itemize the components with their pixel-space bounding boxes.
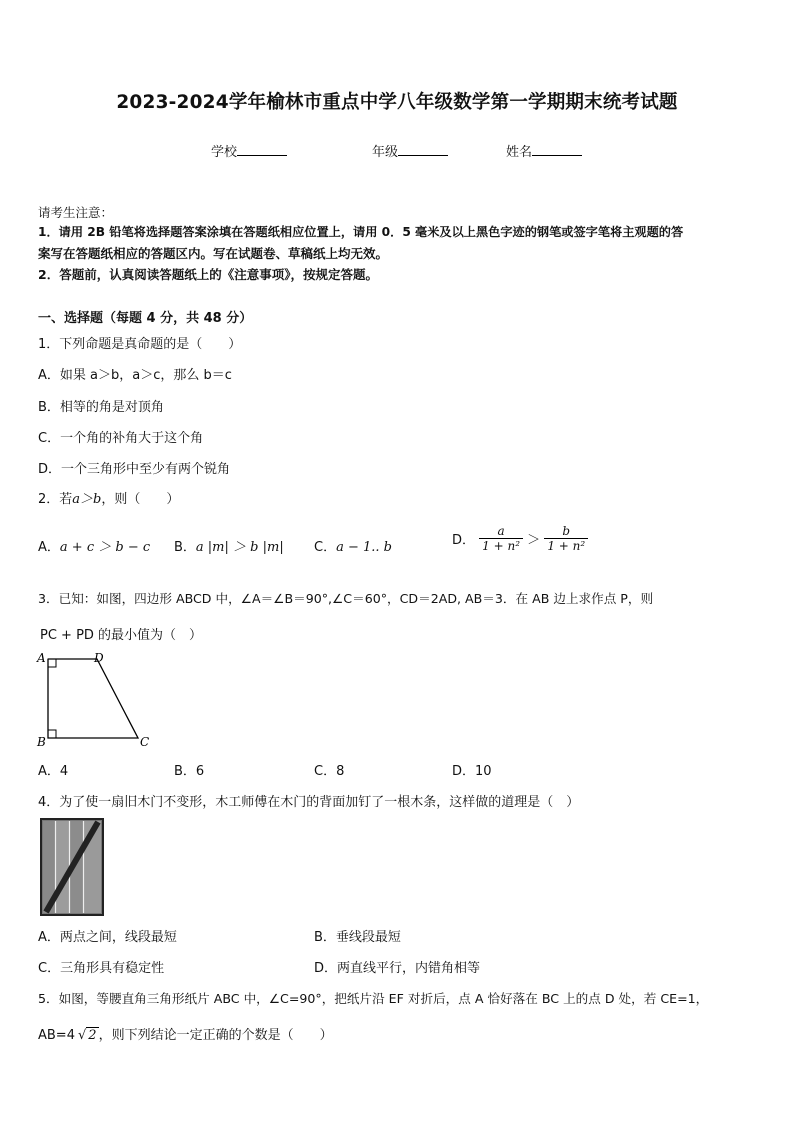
q1-stem: 1．下列命题是真命题的是（ ） [38,337,242,352]
q5-stem-cont [38,1024,333,1043]
vertex-label-c: C [140,735,150,749]
trapezoid-outline [48,659,138,738]
exam-title: 2023-2024学年榆林市重点中学八年级数学第一学期期末统考试题 [116,92,678,113]
vertex-label-b: B [37,735,46,749]
q1-option-c: C．一个角的补角大于这个角 [38,431,204,446]
q5-stem-pre: AB=4 [38,1028,75,1043]
q4-option-c: C．三角形具有稳定性 [38,961,165,976]
vertex-label-a: A [37,651,46,665]
notice-heading: 请考生注意： [38,205,114,220]
name-field [506,141,582,160]
notice-item-1: 1．请用 2B 铅笔将选择题答案涂填在答题纸相应位置上，请用 0．5 毫米及以上黑色字迹的钢笔或签字笔将主观题的答 [38,225,684,239]
q3-option-c: C．8 [314,764,345,779]
q2-c-math: a − 1.. b [336,540,392,555]
q2-stem-math: a＞b [72,492,102,507]
school-field [211,141,287,160]
q2-d-fraction-right [544,524,588,553]
q2-option-b [174,536,284,555]
q2-d-fraction-left [479,524,523,553]
right-angle-mark-b [48,730,56,738]
q5-stem-post: ，则下列结论一定正确的个数是（ ） [98,1028,333,1043]
q4-option-d: D．两直线平行，内错角相等 [314,961,481,976]
notice-item-2: 2．答题前，认真阅读答题纸上的《注意事项》，按规定答题。 [38,267,378,282]
q5-radicand: 2 [88,1028,97,1043]
q3-stem-cont: PC + PD 的最小值为（ ） [40,628,203,643]
q2-stem-pre: 2．若 [38,492,73,507]
q2-d-den-left: 1 + n² [479,538,523,553]
q2-d-label: D． [452,533,476,548]
grade-field [372,141,448,160]
q5-stem: 5．如图，等腰直角三角形纸片 ABC 中，∠C=90°，把纸片沿 EF 对折后，点 A 恰好落在 BC 上的点 D 处，若 CE=1， [38,991,709,1006]
q2-option-a [38,536,150,555]
q2-b-label: B． [174,540,196,555]
q2-a-label: A． [38,540,60,555]
q2-c-label: C． [314,540,337,555]
q4-option-b: B．垂线段最短 [314,930,401,945]
q2-option-d [452,524,588,553]
q2-option-c [314,536,392,555]
q3-option-d: D．10 [452,764,492,779]
q2-stem-post: ，则（ ） [101,492,180,507]
q3-option-a: A．4 [38,764,69,779]
school-label: 学校 [211,145,238,160]
notice-item-1-cont: 案写在答题纸相应的答题区内。写在试题卷、草稿纸上均无效。 [38,246,389,261]
q3-stem: 3．已知：如图，四边形 ABCD 中，∠A＝∠B＝90°,∠C＝60°，CD＝2AD, AB＝3．在 AB 边上求作点 P，则 [38,591,654,606]
q2-b-math: a |m| ＞ b |m| [195,540,284,555]
sqrt-sign: √ [77,1028,87,1043]
q1-option-d: D．一个三角形中至少有两个锐角 [38,462,231,477]
q1-option-a: A．如果 a＞b，a＞c，那么 b＝c [38,368,232,383]
q2-d-num-left: a [497,524,505,538]
right-angle-mark-a [48,659,56,667]
grade-blank [398,143,448,156]
q2-d-operator: ＞ [527,533,541,548]
name-blank [532,143,582,156]
q4-stem: 4．为了使一扇旧木门不变形，木工师傅在木门的背面加钉了一根木条，这样做的道理是（ ） [38,795,580,810]
q2-stem [38,488,179,507]
q2-d-num-right: b [562,524,571,538]
q3-option-b: B．6 [174,764,205,779]
q4-option-a: A．两点之间，线段最短 [38,930,177,945]
q3-trapezoid-figure [30,648,160,750]
q2-a-math: a + c ＞ b − c [59,540,151,555]
name-label: 姓名 [506,145,533,160]
door-plank-2 [56,821,69,913]
section-heading: 一、选择题（每题 4 分，共 48 分） [38,311,253,326]
q1-option-b: B．相等的角是对顶角 [38,400,164,415]
wooden-door-figure [40,818,104,916]
q2-d-den-right: 1 + n² [544,538,588,553]
grade-label: 年级 [372,145,399,160]
vertex-label-d: D [94,651,104,665]
school-blank [237,143,287,156]
